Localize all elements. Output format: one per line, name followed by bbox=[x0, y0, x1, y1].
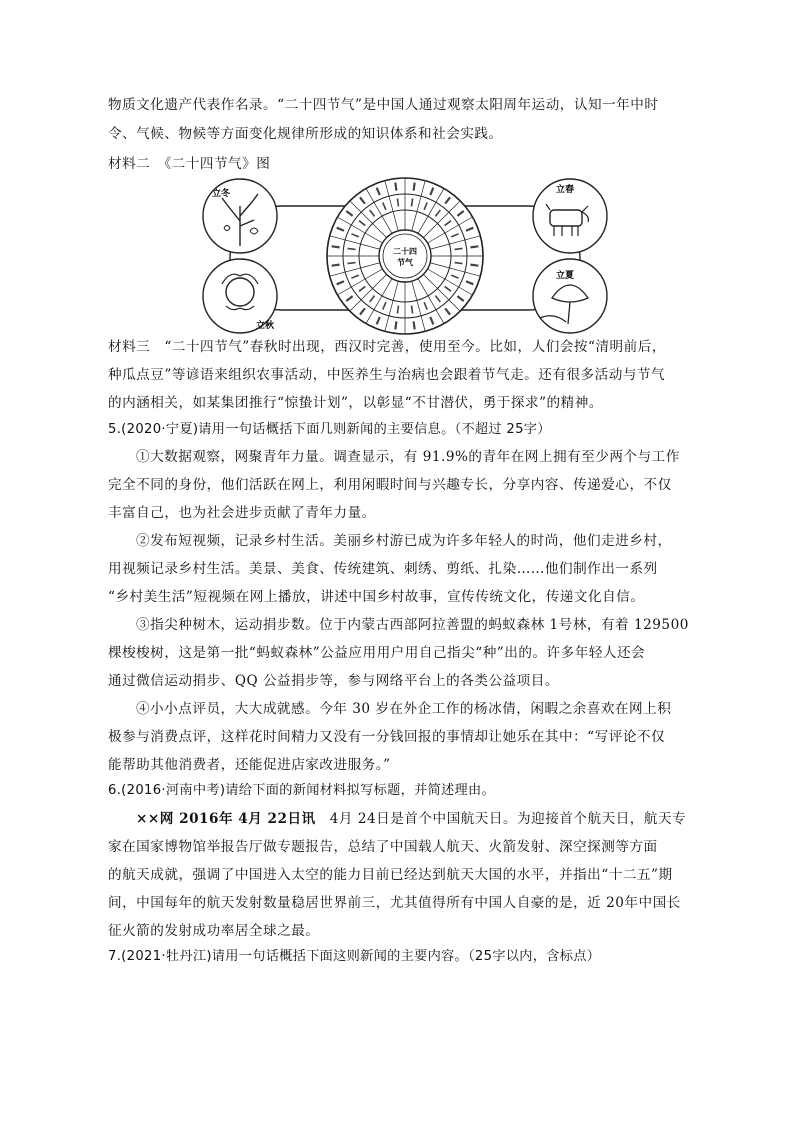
wheel-date-mark bbox=[347, 263, 355, 264]
news-item-2: ②发布短视频，记录乡村生活。美丽乡村游已成为许多年轻人的时尚，他们走进乡村， bbox=[136, 533, 672, 549]
label-lixia: 立夏 bbox=[556, 271, 575, 281]
news-body-line: 家在国家博物馆举报告厅做专题报告，总结了中国载人航天、火箭发射、深空探测等方面 bbox=[108, 839, 658, 855]
wheel-term-mark bbox=[395, 321, 396, 329]
label-lichun: 立春 bbox=[556, 185, 575, 195]
news-item-1: 丰富自己，也为社会进步贡献了青年力量。 bbox=[108, 505, 376, 521]
question-6: 6.(2016·河南中考)请给下面的新闻材料拟写标题，并简述理由。 bbox=[108, 783, 496, 798]
news-item-2: 用视频记录乡村生活。美景、美食、传统建筑、刺绣、剪纸、扎染……他们制作出一系列 bbox=[108, 561, 658, 577]
news-item-4: 能帮助其他消费者，还能促进店家改进服务。” bbox=[108, 757, 391, 773]
news-body-line: 的航天成就，强调了中国进入太空的能力目前已经达到航天大国的水平，并指出“十二五”期 bbox=[108, 867, 673, 883]
news-item-1: 完全不同的身份，他们活跃在网上，利用闲暇时间与兴趣专长，分享内容、传递爱心，不仅 bbox=[108, 477, 672, 493]
news-dateline: ××网 2016年 4月 22日讯 bbox=[136, 811, 316, 827]
news-body-line: 征火箭的发射成功率居全球之最。 bbox=[108, 923, 320, 939]
wheel-date-mark bbox=[455, 263, 463, 264]
wheel-term-mark bbox=[414, 321, 415, 329]
news-item-3: 棵梭梭树，这是第一批“蚂蚁森林”公益应用用户用自己指尖“种”出的。许多年轻人还会 bbox=[108, 645, 646, 661]
wheel-term-mark bbox=[414, 183, 415, 191]
wheel-term-mark bbox=[332, 265, 340, 266]
material-three-line: 材料三 “二十四节气”春秋时出现，西汉时完善，使用至今。比如，人们会按“清明前后， bbox=[108, 339, 666, 355]
news-lead-text: 4月 24日是首个中国航天日。为迎接首个航天日，航天专 bbox=[315, 811, 687, 827]
material-three-line: 种瓜点豆”等谚语来组织农事活动，中医养生与治病也会跟着节气走。还有很多活动与节气 bbox=[108, 367, 666, 383]
news-item-2: “乡村美生活”短视频在网上播放，讲述中国乡村故事，宣传传统文化，传递文化自信。 bbox=[108, 589, 645, 605]
news-body-line: 间，中国每年的航天发射数量稳居世界前三，尤其值得所有中国人自豪的是，近 20年中国长 bbox=[108, 895, 681, 911]
news-item-3: ③指尖种树木，运动捐步数。位于内蒙古西部阿拉善盟的蚂蚁森林 1号林，有着 129500 bbox=[136, 617, 689, 633]
label-lidong: 立冬 bbox=[212, 189, 231, 199]
news-item-4: ④小小点评员，大大成就感。今年 30 岁在外企工作的杨冰倩，闲暇之余喜欢在网上积 bbox=[136, 701, 672, 717]
wheel-date-mark bbox=[397, 306, 398, 314]
question-5: 5.(2020·宁夏)请用一句话概括下面几则新闻的主要信息。（不超过 25字） bbox=[108, 422, 551, 437]
material-two-heading: 材料二 《二十四节气》图 bbox=[108, 156, 271, 172]
text-line: 令、气候、物候等方面变化规律所形成的知识体系和社会实践。 bbox=[108, 126, 503, 142]
label-liqiu: 立秋 bbox=[256, 321, 275, 331]
wheel-term-mark bbox=[470, 246, 478, 247]
wheel-term-mark bbox=[332, 246, 340, 247]
news-item-1: ①大数据观察，网聚青年力量。调查显示，有 91.9%的青年在网上拥有至少两个与工作 bbox=[136, 449, 680, 465]
material-three-line: 的内涵相关，如某集团推行“惊蛰计划”，以彰显“不甘潜伏，勇于探求”的精神。 bbox=[108, 395, 603, 411]
wheel-date-mark bbox=[455, 248, 463, 249]
news-item-4: 极参与消费点评，这样花时间精力又没有一分钱回报的事情却让她乐在其中：“写评论不仅 bbox=[108, 729, 666, 745]
solar-terms-diagram bbox=[200, 176, 610, 336]
wheel-date-mark bbox=[412, 306, 413, 314]
wheel-center-title: 二十四 bbox=[393, 247, 417, 256]
wheel-center-subtitle: 节气 bbox=[397, 258, 413, 267]
wheel-term-mark bbox=[470, 265, 478, 266]
solar-terms-wheel bbox=[327, 178, 483, 334]
wheel-date-mark bbox=[412, 198, 413, 206]
wheel-date-mark bbox=[397, 198, 398, 206]
text-line: 物质文化遗产代表作名录。“二十四节气”是中国人通过观察太阳周年运动，认知一年中时 bbox=[108, 97, 659, 113]
news-lead bbox=[136, 810, 686, 828]
question-7: 7.(2021·牡丹江)请用一句话概括下面这则新闻的主要内容。（25字以内，含标点） bbox=[108, 949, 601, 964]
wheel-date-mark bbox=[347, 248, 355, 249]
wheel-term-mark bbox=[395, 183, 396, 191]
news-item-3: 通过微信运动捐步、QQ 公益捐步等，参与网络平台上的各类公益项目。 bbox=[108, 673, 559, 689]
